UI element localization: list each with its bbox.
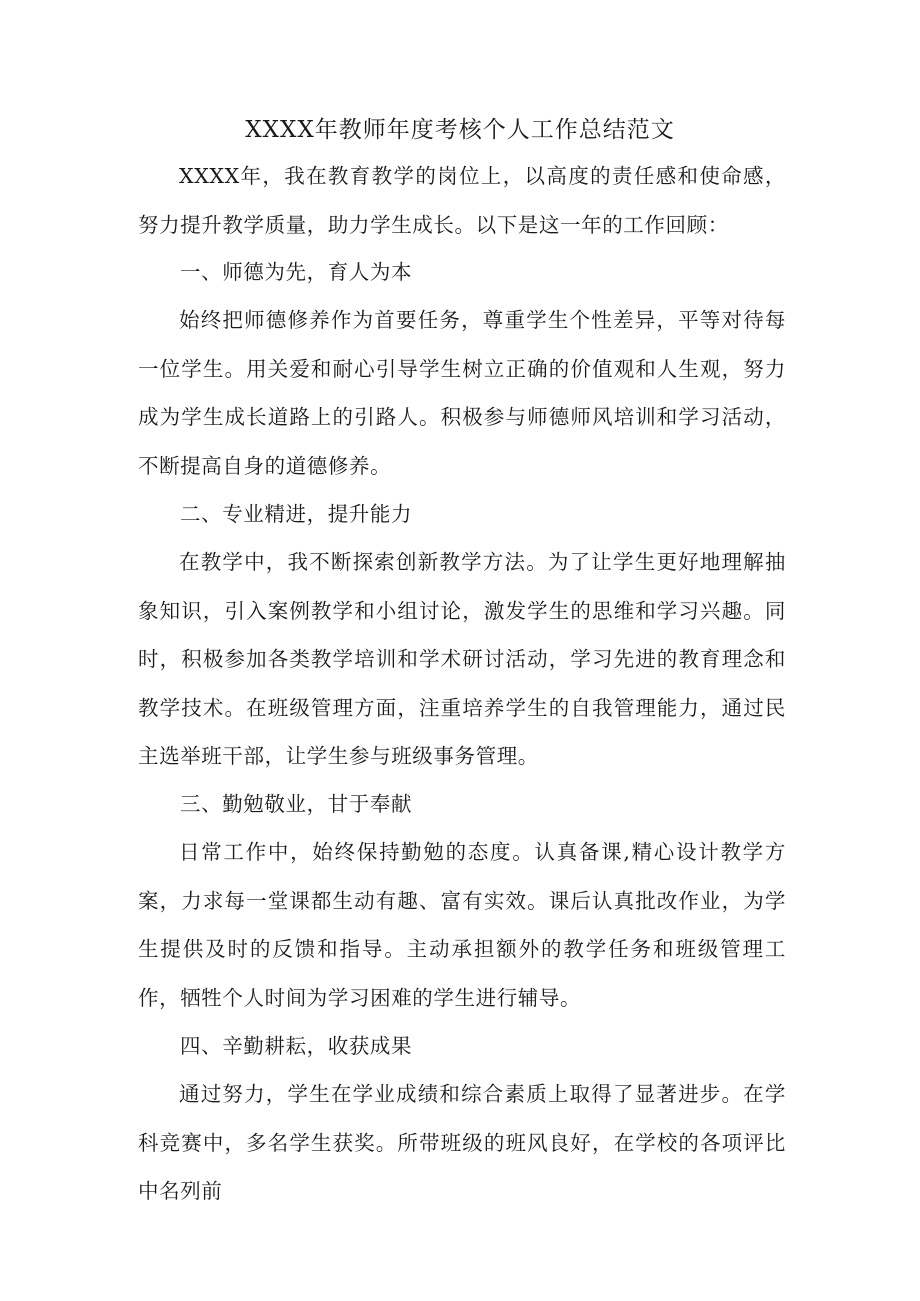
document-title: XXXX年教师年度考核个人工作总结范文 [245,117,675,143]
section-heading-2: 二、专业精进，提升能力 [180,502,413,526]
intro-paragraph: XXXX年，我在教育教学的岗位上，以高度的责任感和使命感，努力提升教学质量，助力学生成长。以下是这一年的工作回顾： [138,164,786,237]
section-body-4: 通过努力，学生在学业成绩和综合素质上取得了显著进步。在学科竞赛中，多名学生获奖。所带班级的班风良好，在学校的各项评比中名列前 [138,1082,786,1203]
section-heading-1: 一、师德为先，育人为本 [180,260,413,284]
section-body-2: 在教学中，我不断探索创新教学方法。为了让学生更好地理解抽象知识，引入案例教学和小组讨论，激发学生的思维和学习兴趣。同时，积极参加各类教学培训和学术研讨活动，学习先进的教育理念和教学技术。在班级管理方面，注重培养学生的自我管理能力，通过民主选举班干部，让学生参与班级事务管理。 [138,550,786,768]
section-heading-3: 三、勤勉敬业，甘于奉献 [180,792,413,816]
section-heading-4: 四、辛勤耕耘，收获成果 [180,1034,413,1058]
section-body-1: 始终把师德修养作为首要任务，尊重学生个性差异，平等对待每一位学生。用关爱和耐心引导学生树立正确的价值观和人生观，努力成为学生成长道路上的引路人。积极参与师德师风培训和学习活动，不断提高自身的道德修养。 [138,308,786,478]
section-body-3: 日常工作中，始终保持勤勉的态度。认真备课,精心设计教学方案，力求每一堂课都生动有趣、富有实效。课后认真批改作业，为学生提供及时的反馈和指导。主动承担额外的教学任务和班级管理工作，牺牲个人时间为学习困难的学生进行辅导。 [138,840,786,1010]
